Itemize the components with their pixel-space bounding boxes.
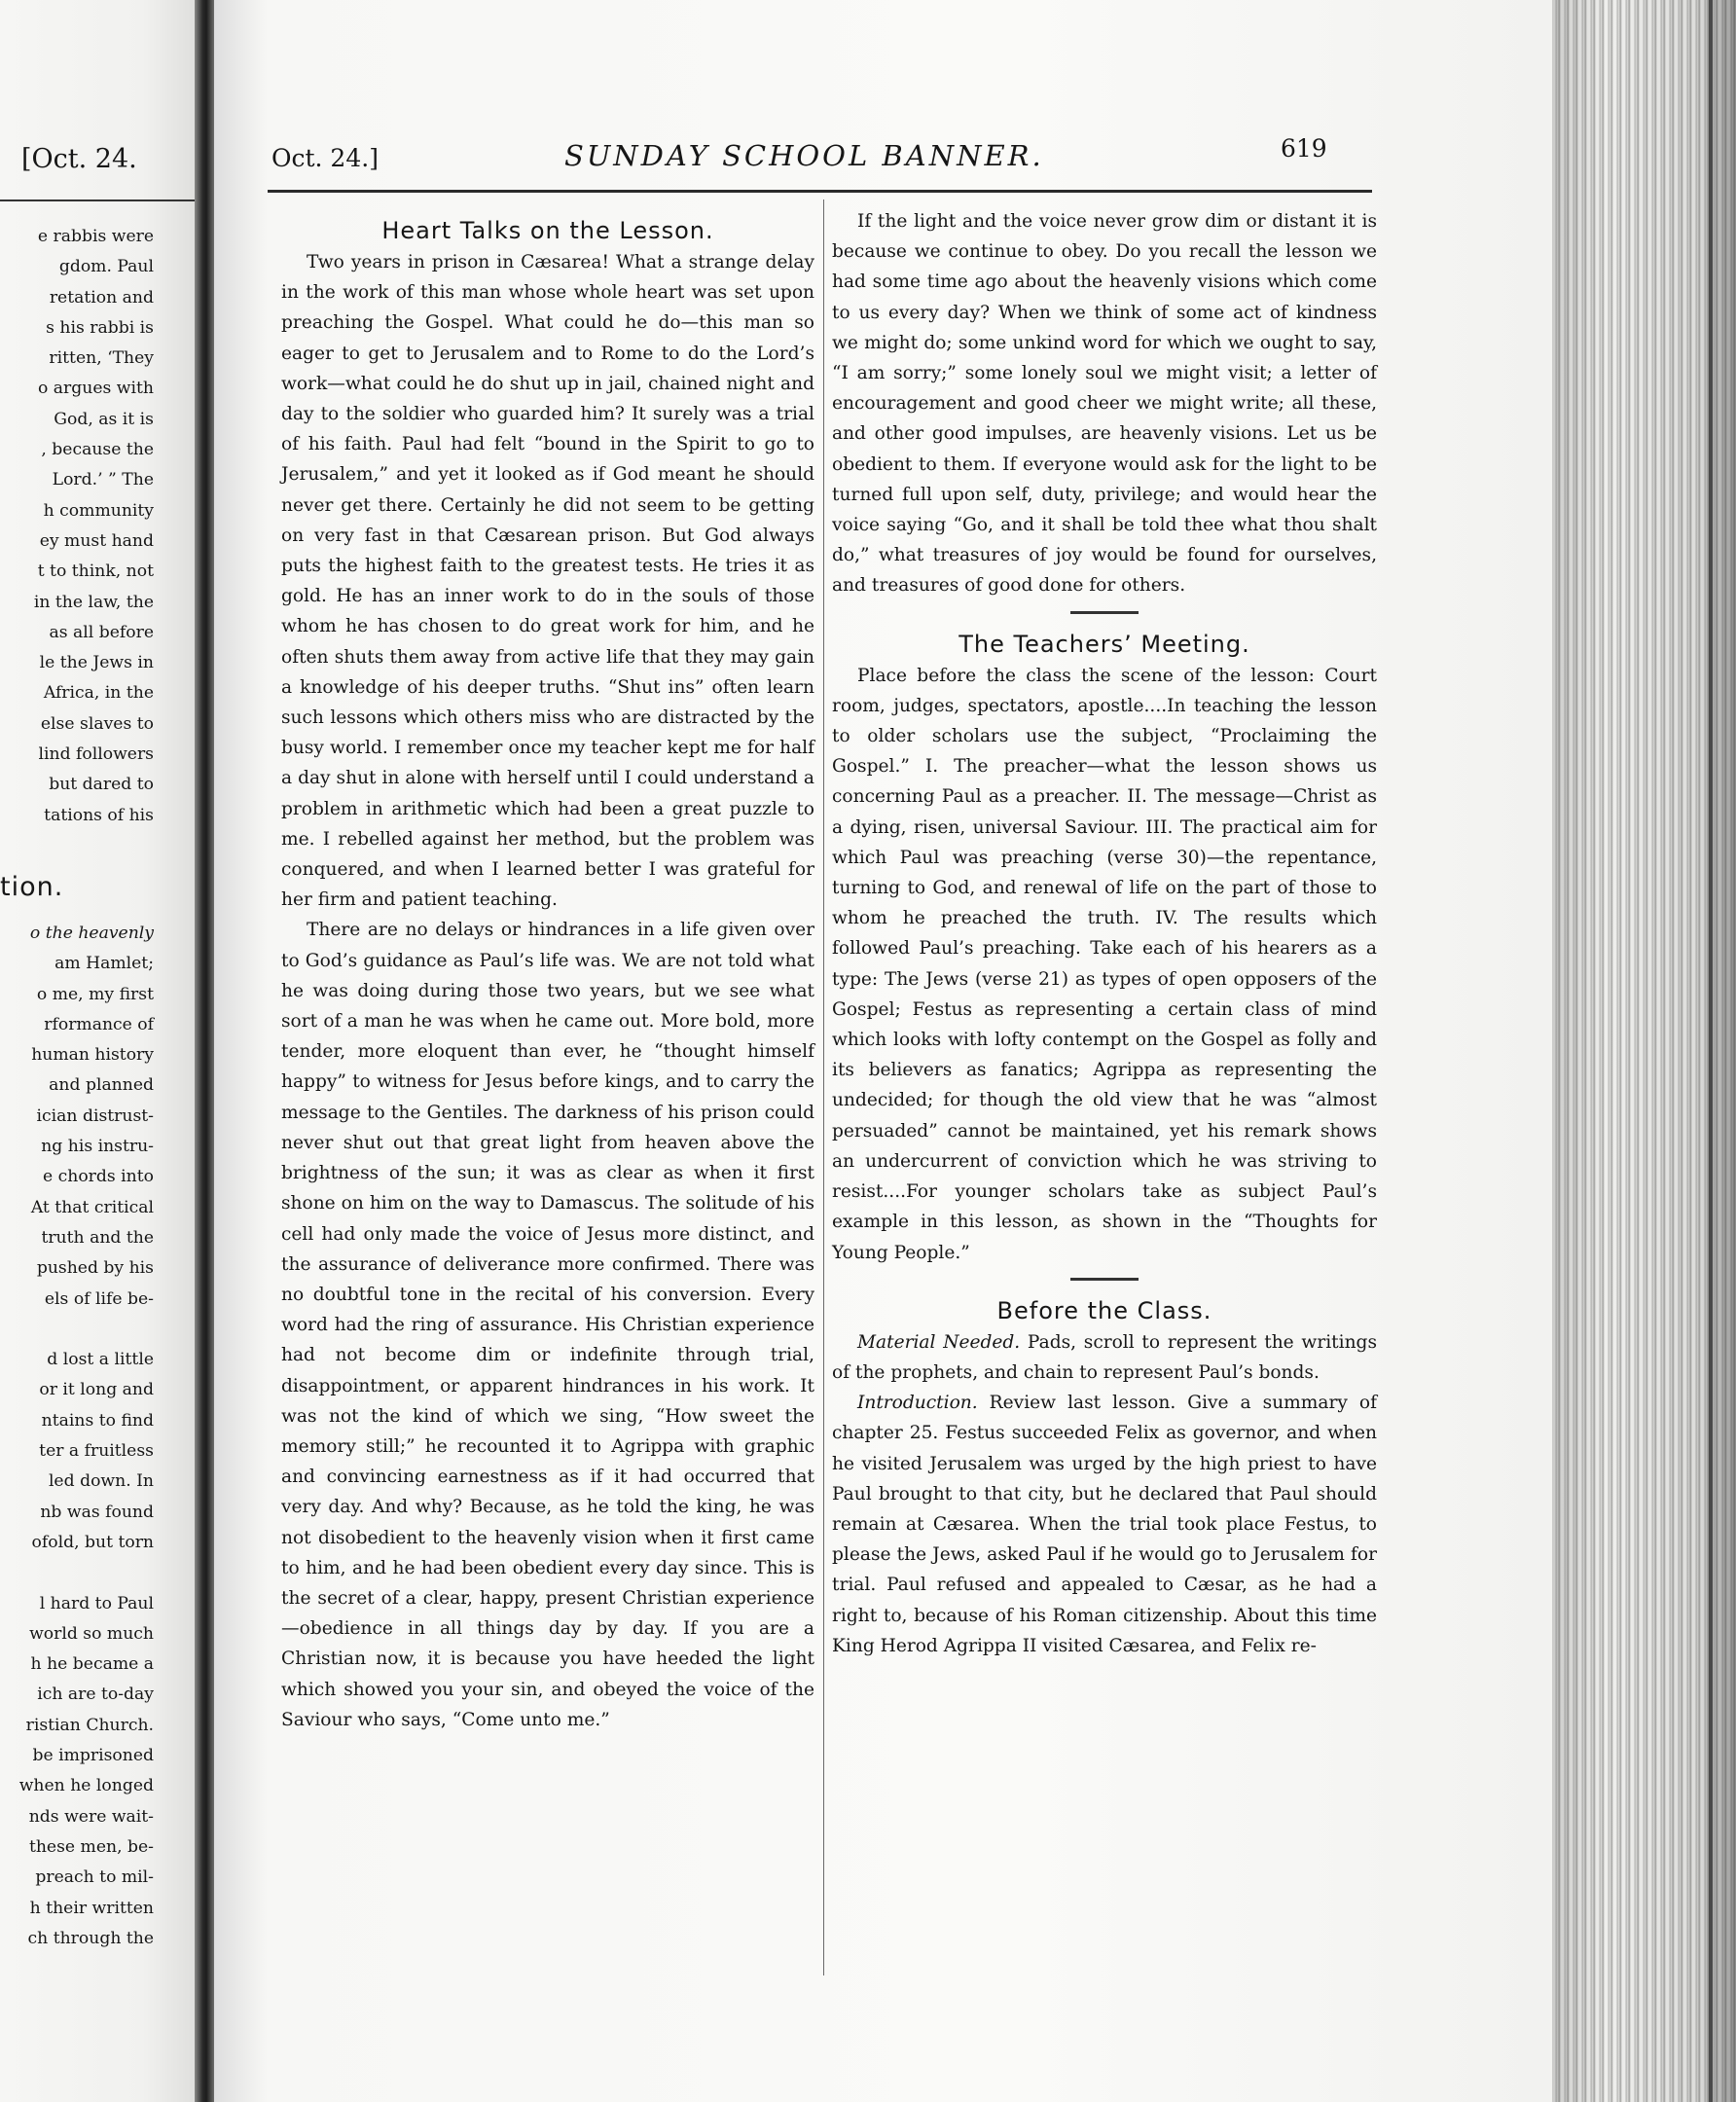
page-title: SUNDAY SCHOOL BANNER.: [564, 139, 1044, 172]
left-page-line: truth and the: [41, 1227, 154, 1248]
left-page-line: o argues with: [38, 379, 154, 399]
left-page-line: h he became a: [30, 1654, 154, 1675]
page-edge-line: [1709, 0, 1713, 2102]
introduction-text: Review last lesson. Give a summary of chapter 25. Festus succeeded Felix as governor, and when he visited Jerusalem was urged by the high priest to have Paul brought to that city, but he declared that Paul should remain at Cæsarea. When the trial took place Festus, to please the Jews, asked Paul if he would go to Jerusalem for trial. Paul refused and appealed to Cæsar, as he had a right to, because of his Roman citizenship. About this time King Herod Agrippa II visited Cæsarea, and Felix re-: [832, 1393, 1377, 1656]
left-page-line: e chords into: [42, 1167, 154, 1187]
left-page-line: nb was found: [40, 1502, 154, 1522]
left-page-line: o the heavenly: [29, 924, 154, 943]
left-page-header-rule: [0, 199, 195, 201]
material-needed-paragraph: [832, 1327, 1377, 1388]
left-page-line: l hard to Paul: [39, 1593, 154, 1613]
left-page-line: nds were wait-: [28, 1806, 154, 1827]
left-page-line: ng his instru-: [41, 1137, 154, 1157]
left-page-line: ey must hand: [39, 530, 154, 551]
material-needed-label: Material Needed.: [857, 1331, 1021, 1353]
left-page-line: s his rabbi is: [46, 317, 154, 338]
left-page-line: h community: [43, 500, 154, 521]
heart-talks-heading: Heart Talks on the Lesson.: [381, 217, 714, 244]
left-page-line: pushed by his: [36, 1258, 154, 1279]
left-page-line: am Hamlet;: [54, 954, 154, 974]
left-page-line: ntains to find: [41, 1410, 154, 1431]
left-page-line: lind followers: [38, 744, 154, 765]
left-page-line: le the Jews in: [39, 653, 154, 673]
heart-talks-paragraph-3: If the light and the voice never grow dim or distant it is because we continue to obey. Do you recall the lesson we had some time ago about the heavenly visions which come to us every day? When we think of some act of kindness we might do; some unkind word for which we ought to say, “I am sorry;” some lonely soul we might visit; a letter of encouragement and good cheer we might write; all these, and other good impulses, are heavenly visions. Let us be obedient to them. If everyone would ask for the light to be turned full upon self, duty, privilege; and would hear the voice saying “Go, and it shall be told thee what thou shalt do,” what treasures of joy would be found for ourselves, and treasures of good done for others.: [832, 211, 1377, 597]
left-page-line: [0, 1315, 154, 1345]
left-page-line: e rabbis were: [37, 227, 154, 246]
left-page-line: ritten, ‘They: [49, 348, 154, 369]
left-page-line: ch through the: [27, 1928, 154, 1948]
material-needed-text: Pads, scroll to represent the writings of the prophets, and chain to represent Paul’s bonds.: [832, 1331, 1378, 1383]
header-rule: [268, 190, 1372, 193]
left-page-line: At that critical: [30, 1197, 154, 1217]
left-page-line: ristian Church.: [25, 1715, 154, 1735]
left-page-line: and planned: [49, 1075, 154, 1096]
book-gutter: [195, 0, 214, 2102]
left-page-line: h their written: [29, 1898, 154, 1918]
teachers-meeting-paragraph: Place before the class the scene of the lesson: Court room, judges, spectators, apostle....In teaching the lesson to older scholars use the subject, “Proclaiming the Gospel.” I. The preacher—what the lesson shows us concerning Paul as a preacher. II. The message—Christ as a dying, risen, universal Saviour. III. The practical aim for which Paul was preaching (verse 30)—the repentance, turning to God, and renewal of life on the part of those to whom he preached the truth. IV. The results which followed Paul’s preaching. Take each of his hearers as a type: The Jews (verse 21) as types of open opposers of the Gospel; Festus as representing a certain class of mind which looks with lofty contempt on the Gospel as folly and its believers as fanatics; Agrippa as representing the undecided; for though the old view that he was “almost persuaded” cannot be maintained, yet his remark shows an undercurrent of conviction which he was striving to resist....For younger scholars take as subject Paul’s example in this lesson, as shown in the “Thoughts for Young People.”: [832, 665, 1377, 1263]
left-page-line: ich are to-day: [37, 1685, 154, 1705]
page-date: Oct. 24.]: [271, 144, 379, 172]
left-page-line: d lost a little: [47, 1350, 154, 1370]
left-page-line: rformance of: [44, 1014, 154, 1034]
left-page-line: ofold, but torn: [31, 1532, 154, 1552]
column-left: [281, 206, 814, 1735]
section-rule: [1070, 611, 1139, 614]
left-page-line: when he longed: [18, 1776, 154, 1796]
left-page-heading: tion.: [0, 872, 64, 902]
left-page-line: preach to mil-: [35, 1867, 154, 1888]
left-page-line: God, as it is: [54, 409, 154, 429]
left-page-line: else slaves to: [40, 713, 154, 734]
introduction-label: Introduction.: [857, 1393, 978, 1414]
left-page-line: gdom. Paul: [58, 257, 154, 277]
heart-talks-paragraph-1: Two years in prison in Cæsarea! What a strange delay in the work of this man whose whole heart was set upon preaching the Gospel. What could he do—this man so eager to get to Jerusalem and to Rome to do the Lord’s work—what could he do shut up in jail, chained night and day to the soldier who guarded him? It surely was a trial of his faith. Paul had felt “bound in the Spirit to go to Jerusalem,” and yet it looked as if God meant he should never get there. Certainly he did not seem to be getting on very fast in that Cæsarean prison. But God always puts the highest faith to the greatest tests. He tries it as gold. He has an inner work to do in the souls of those whom he has chosen to do great work for him, and he often shuts them away from active life that they may gain a knowledge of his deeper truths. “Shut ins” often learn such lessons which others miss who are distracted by the busy world. I remember once my teacher kept me for half a day shut in alone with herself until I could understand a problem in arithmetic which had been a great puzzle to me. I rebelled against her method, but the problem was conquered, and when I learned better I was grateful for her firm and patient teaching.: [281, 252, 814, 911]
left-page-line: world so much: [29, 1623, 154, 1644]
left-page-line: Lord.’ ” The: [52, 470, 154, 490]
left-page-line: o me, my first: [36, 984, 154, 1004]
column-divider: [823, 199, 824, 1975]
left-page-line: but dared to: [49, 775, 154, 795]
left-page-line: as all before: [49, 622, 154, 642]
left-page-line: be imprisoned: [32, 1746, 154, 1766]
heart-talks-paragraph-2: There are no delays or hindrances in a life given over to God’s guidance as Paul’s life was. We are not told what he was doing during those two years, but we see what sort of a man he was when he came out. More bold, more tender, more eloquent than ever, he “thought himself happy” to witness for Jesus before kings, and to carry the message to the Gentiles. The darkness of his prison could never shut out that great light from heaven above the brightness of the sun; it was as clear as when it first shone on him on the way to Damascus. The solitude of his cell had only made the voice of Jesus more distinct, and the assurance of deliverance more confirmed. There was no doubtful tone in the recital of his conversion. Every word had the ring of assurance. His Christian experience had not become dim or indefinite through trial, disappointment, or apparent hindrances in his work. It was not the kind of which we sing, “How sweet the memory still;” he recounted it to Agrippa with graphic and convincing earnestness as if it had occurred that very day. And why? Because, as he told the king, he was not disobedient to the heavenly vision when it first came to him, and he had been obedient every day since. This is the secret of a clear, happy, present Christian experience—obedience in all things day by day. If you are a Christian now, it is because you have heeded the light which showed you your sin, and obeyed the voice of the Saviour who says, “Come unto me.”: [281, 920, 814, 1730]
left-page-line: human history: [31, 1045, 154, 1066]
left-page-line: ician distrust-: [36, 1105, 154, 1126]
section-rule-2: [1070, 1278, 1139, 1281]
left-page-line: retation and: [49, 287, 154, 308]
left-page-line: led down. In: [48, 1471, 154, 1492]
left-page-text-bottom: [0, 919, 154, 1954]
left-page-line: in the law, the: [33, 592, 154, 612]
teachers-meeting-heading: The Teachers’ Meeting.: [958, 630, 1250, 658]
left-page-line: els of life be-: [44, 1288, 154, 1309]
left-page-header: [Oct. 24.: [21, 144, 137, 174]
introduction-paragraph: [832, 1388, 1377, 1661]
left-facing-page: [0, 0, 204, 2102]
page-number: 619: [1281, 134, 1327, 163]
column-right: [832, 206, 1377, 1661]
left-page-line: these men, be-: [28, 1836, 154, 1857]
before-class-heading: Before the Class.: [996, 1296, 1212, 1324]
left-page-line: , because the: [41, 440, 154, 460]
left-page-line: or it long and: [39, 1380, 154, 1400]
left-page-line: [0, 1558, 154, 1588]
left-page-text-top: [0, 222, 154, 831]
left-page-line: ter a fruitless: [39, 1441, 154, 1462]
left-page-line: t to think, not: [37, 562, 154, 582]
left-page-line: tations of his: [44, 805, 154, 825]
left-page-line: Africa, in the: [43, 683, 154, 704]
